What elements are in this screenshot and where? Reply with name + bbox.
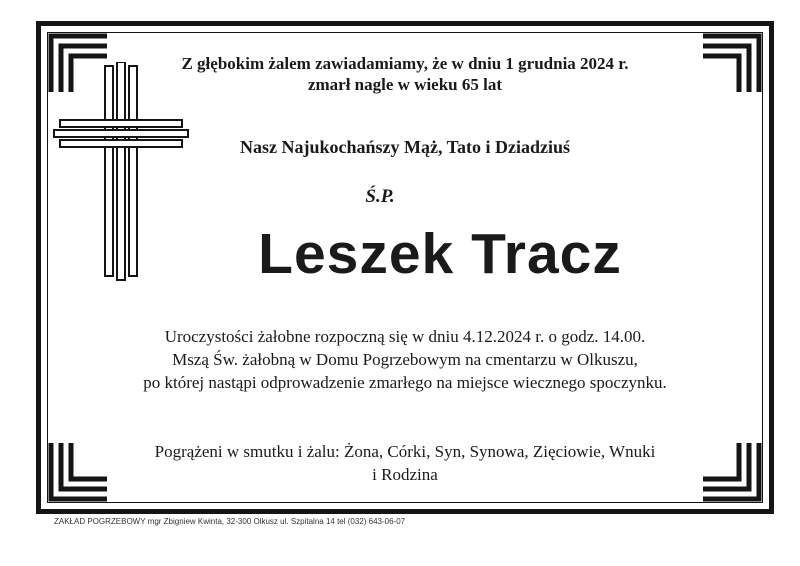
mourners-line: i Rodzina — [372, 465, 438, 484]
announcement-intro — [100, 53, 710, 95]
mourners-line: Pogrążeni w smutku i żalu: Żona, Córki, Syn, Synowa, Zięciowie, Wnuki — [154, 442, 656, 461]
intro-line: zmarł nagle w wieku 65 lat — [307, 75, 503, 94]
intro-line: Z głębokim żalem zawiadamiamy, że w dniu 1 grudnia 2024 r. — [181, 54, 629, 73]
funeral-home-footer: ZAKŁAD POGRZEBOWY mgr Zbigniew Kwinta, 32-300 Olkusz ul. Szpitalna 14 tel (032) 643-06-07 — [54, 517, 406, 526]
honorific: Ś.P. — [365, 186, 395, 207]
deceased-name: Leszek Tracz — [258, 222, 622, 286]
family-relation-subtitle: Nasz Najukochańszy Mąż, Tato i Dziadziuś — [239, 137, 571, 157]
cross-icon — [52, 62, 192, 287]
funeral-detail-line: Uroczystości żałobne rozpoczną się w dniu 4.12.2024 r. o godz. 14.00. — [164, 327, 646, 346]
funeral-details — [100, 325, 710, 394]
funeral-detail-line: po której nastąpi odprowadzenie zmarłego na miejsce wiecznego spoczynku. — [143, 373, 667, 392]
funeral-detail-line: Mszą Św. żałobną w Domu Pogrzebowym na cmentarzu w Olkuszu, — [172, 350, 638, 369]
mourners — [100, 440, 710, 486]
